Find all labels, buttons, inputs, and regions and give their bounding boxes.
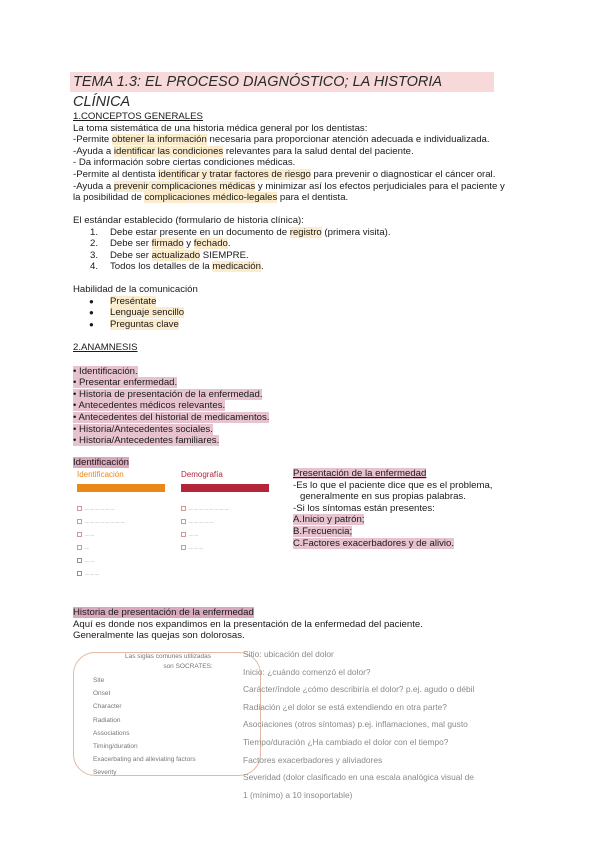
list-item: 4. Todos los detalles de la medicación. — [90, 261, 264, 273]
paragraph-line: Generalmente las quejas son dolorosas. — [73, 630, 245, 642]
identification-form-image — [73, 469, 269, 587]
form-color-bar — [77, 484, 165, 492]
paragraph-line: -Permite al dentista identificar y tratar factores de riesgo para prevenir o diagnosticar el cáncer oral. — [73, 168, 496, 180]
list-item: Associations — [93, 729, 130, 737]
socrates-spanish-list — [243, 646, 474, 804]
list-item: 1. Debe estar presente en un documento de registro (primera visita). — [90, 226, 391, 238]
list-item: • Antecedentes médicos relevantes. — [73, 400, 226, 412]
highlight: prevenir complicaciones médicas — [113, 180, 256, 192]
section-habilidad — [73, 284, 198, 330]
paragraph-line: A.Inicio y patrón; — [293, 514, 365, 526]
list-item: Factores exacerbadores y aliviadores — [243, 754, 383, 765]
subheading: Presentación de la enfermedad — [293, 468, 427, 479]
list-item: 2. Debe ser firmado y fechado. — [90, 238, 231, 250]
ident-heading: Identificación — [73, 457, 129, 468]
paragraph-line: -Es lo que el paciente dice que es el problema, — [293, 479, 493, 491]
list-item: ● Preséntate — [73, 296, 198, 308]
form-field: — — — [181, 528, 269, 541]
section-heading: 1.CONCEPTOS GENERALES — [73, 111, 203, 122]
form-field: — — — — — — — [77, 502, 165, 515]
highlight: identificar y tratar factores de riesgo — [158, 168, 311, 180]
list-item: Severity — [93, 769, 117, 777]
list-item: Onset — [93, 690, 111, 698]
paragraph-line: - Da información sobre ciertas condiciones médicas. — [73, 157, 296, 169]
paragraph-line: C.Factores exacerbadores y de alivio. — [293, 537, 455, 549]
paragraph-line: -Si los síntomas están presentes: — [293, 502, 435, 514]
socrates-oval-heading: Las siglas comunes utilizadas son SOCRATES: — [125, 653, 213, 670]
form-field: — — — — — — — — — [181, 502, 269, 515]
list-item: Timing/duration — [93, 743, 138, 751]
form-field: — — — — [77, 567, 165, 580]
list-item: Carácter/índole ¿cómo describiría el dolor? p.ej. agudo o débil — [243, 684, 475, 695]
list-item: • Historia/Antecedentes sociales. — [73, 423, 213, 435]
highlight: identificar las condiciones — [113, 145, 224, 157]
form-field: — — — — [181, 541, 269, 554]
section-anamnesis — [73, 342, 269, 447]
subheading: Historia de presentación de la enfermedad — [73, 607, 254, 618]
bullet-list — [73, 296, 198, 331]
list-item: Exacerbating and alleviating factors — [93, 756, 196, 764]
form-color-bar — [181, 484, 269, 492]
form-field: — — — [77, 528, 165, 541]
list-item: • Historia/Antecedentes familiares. — [73, 435, 220, 447]
paragraph-line: la posibilidad de complicaciones médico-legales para el dentista. — [73, 192, 349, 204]
form-column-title: Identificación — [77, 470, 124, 479]
form-field: — — [77, 541, 165, 554]
section-conceptos — [73, 111, 505, 204]
paragraph-line: B.Frecuencia; — [293, 525, 353, 537]
paragraph-line: La toma sistemática de una historia médica general por los dentistas: — [73, 122, 368, 134]
list-item: • Identificación. — [73, 365, 138, 377]
form-field: — — — — — — — — — [77, 515, 165, 528]
list-item: Asociaciones (otros síntomas) p.ej. inflamaciones, mal gusto — [243, 719, 468, 730]
list-item: 3. Debe ser actualizado SIEMPRE. — [90, 249, 249, 261]
paragraph-line: -Ayuda a identificar las condiciones relevantes para la salud dental del paciente. — [73, 145, 414, 157]
form-column-demographics — [181, 469, 269, 554]
list-item: • Historia de presentación de la enfermedad. — [73, 388, 263, 400]
list-item: Radiación ¿el dolor se está extendiendo en otra parte? — [243, 701, 447, 712]
section-estandar — [73, 215, 391, 273]
highlight: obtener la información — [111, 134, 207, 146]
list-item: Sitio: ubicación del dolor — [243, 649, 334, 659]
list-item: • Antecedentes del historial de medicamentos. — [73, 411, 270, 423]
form-field: — — — — — — [181, 515, 269, 528]
paragraph-line: -Ayuda a prevenir complicaciones médicas y minimizar así los efectos perjudiciales para el paciente y — [73, 180, 505, 192]
list-item: Inicio: ¿cuándo comenzó el dolor? — [243, 666, 371, 677]
page-title: TEMA 1.3: EL PROCESO DIAGNÓSTICO; LA HISTORIA CLÍNICA — [70, 72, 494, 92]
list-item: • Presentar enfermedad. — [73, 377, 178, 389]
form-column-identification — [77, 469, 165, 580]
form-column-title: Demografía — [181, 470, 223, 479]
socrates-image — [73, 646, 583, 800]
numbered-list — [73, 227, 391, 273]
section-heading: 2.ANAMNESIS — [73, 342, 138, 353]
section-presentacion — [293, 468, 492, 549]
list-item: Tiempo/duración ¿Ha cambiado el dolor con el tiempo? — [243, 736, 449, 747]
list-item: ● Lenguaje sencillo — [73, 307, 198, 319]
paragraph-line: generalmente en sus propias palabras. — [300, 491, 466, 503]
subheading: El estándar establecido (formulario de historia clínica): — [73, 215, 304, 226]
paragraph-line: Aquí es donde nos expandimos en la presentación de la enfermedad del paciente. — [73, 618, 423, 630]
paragraph-line: -Permite obtener la información necesaria para proporcionar atención adecuada e individualizada. — [73, 134, 490, 146]
form-field: — — — [77, 554, 165, 567]
list-item: ● Preguntas clave — [73, 319, 198, 331]
section-historia — [73, 607, 423, 642]
list-item: Severidad (dolor clasificado en una escala analógica visual de — [243, 772, 474, 783]
list-item: Site — [93, 677, 105, 684]
socrates-english-list — [93, 674, 196, 780]
subheading: Habilidad de la comunicación — [73, 284, 198, 295]
list-item: Radiation — [93, 716, 121, 724]
list-item: 1 (mínimo) a 10 insoportable) — [243, 789, 353, 800]
list-item: Character — [93, 703, 122, 711]
highlight: complicaciones médico-legales — [144, 192, 278, 204]
